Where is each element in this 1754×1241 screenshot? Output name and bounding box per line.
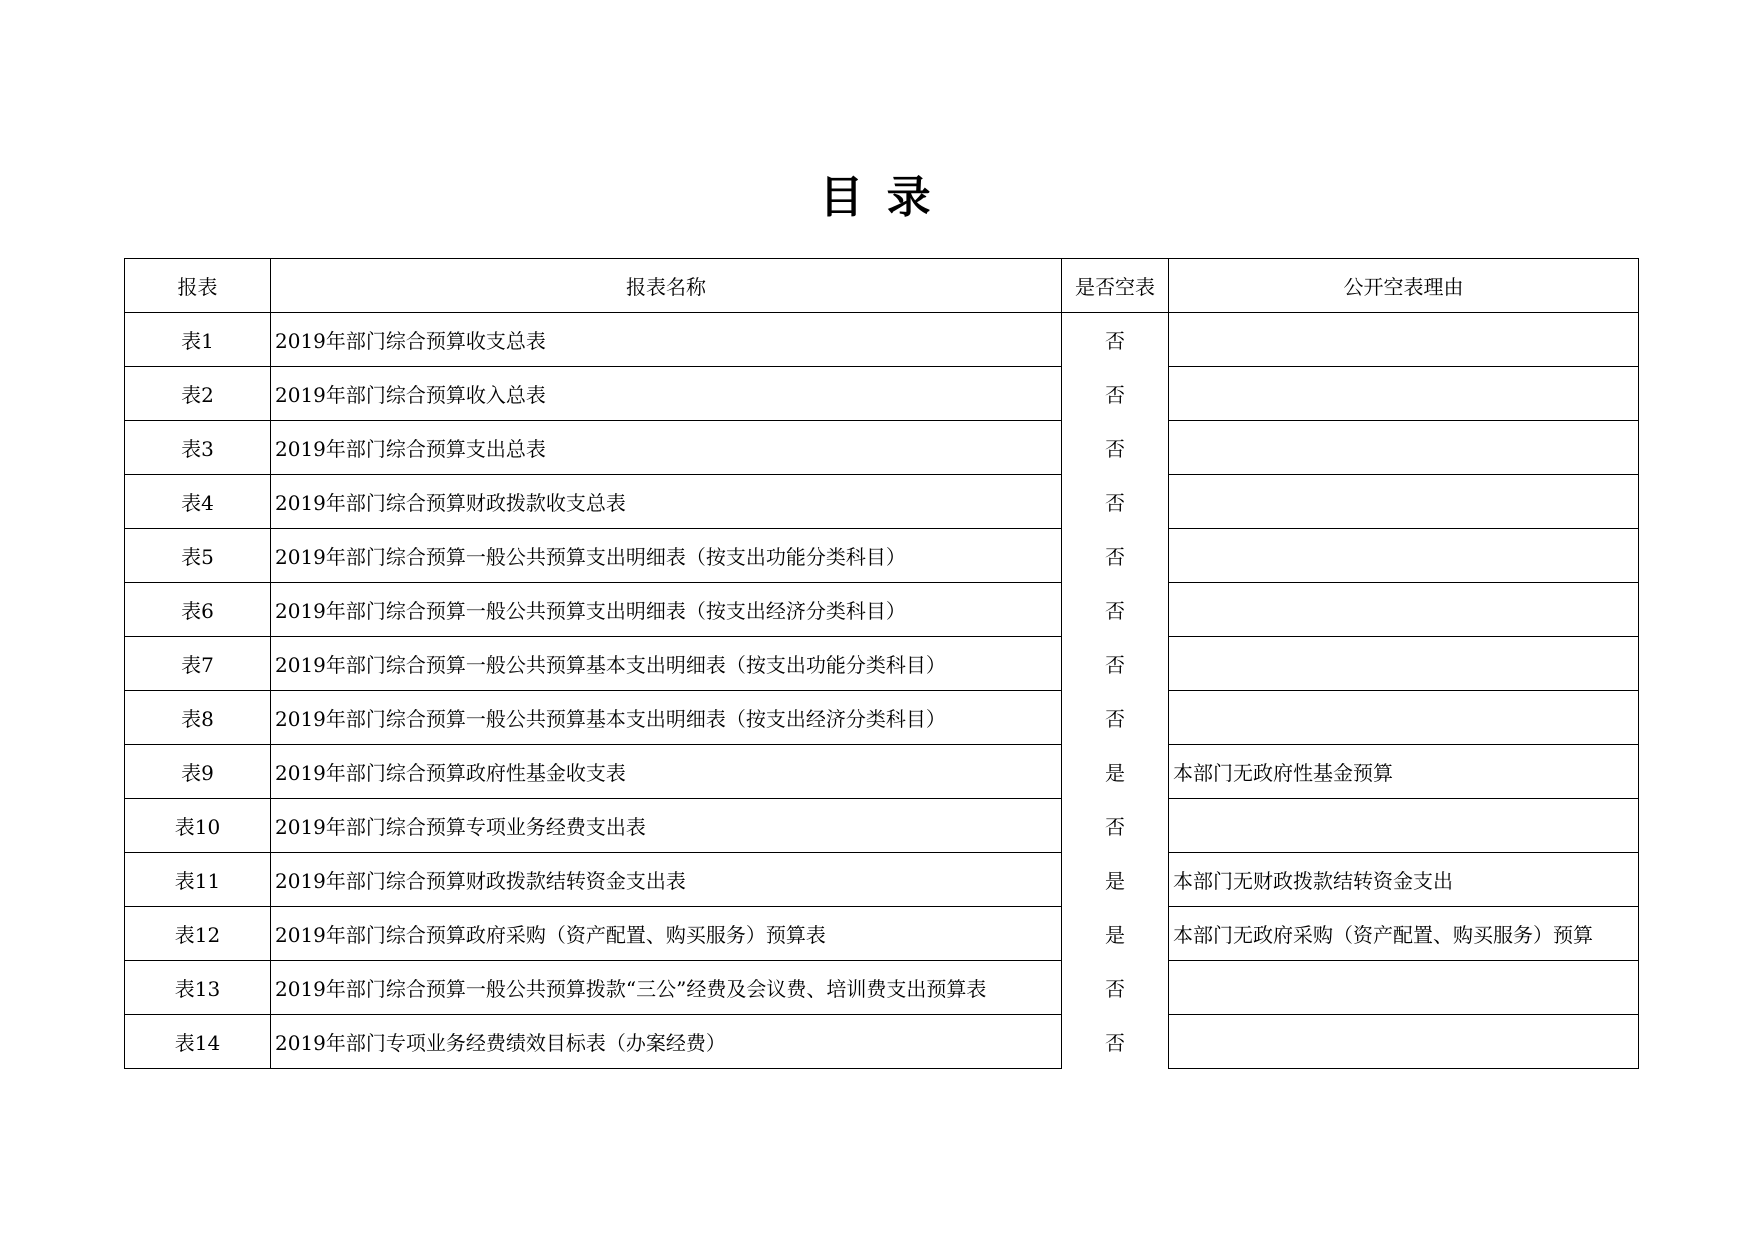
row-is-empty: 否 [1062,313,1169,367]
table-row [125,529,1639,583]
row-name: 2019年部门综合预算一般公共预算基本支出明细表（按支出经济分类科目） [271,691,1062,745]
row-is-empty: 否 [1062,1015,1169,1069]
table-row [125,961,1639,1015]
header-name: 报表名称 [271,259,1062,313]
row-code: 表12 [125,907,271,961]
row-is-empty: 否 [1062,799,1169,853]
row-reason [1169,1015,1639,1069]
row-reason: 本部门无政府性基金预算 [1169,745,1639,799]
table-row [125,313,1639,367]
row-reason [1169,637,1639,691]
row-name: 2019年部门综合预算政府性基金收支表 [271,745,1062,799]
header-is-empty: 是否空表 [1062,259,1169,313]
row-reason: 本部门无财政拨款结转资金支出 [1169,853,1639,907]
row-code: 表4 [125,475,271,529]
row-reason [1169,529,1639,583]
row-name: 2019年部门综合预算财政拨款结转资金支出表 [271,853,1062,907]
row-name: 2019年部门综合预算一般公共预算拨款“三公”经费及会议费、培训费支出预算表 [271,961,1062,1015]
row-is-empty: 是 [1062,745,1169,799]
row-name: 2019年部门综合预算一般公共预算支出明细表（按支出经济分类科目） [271,583,1062,637]
table-header-row [125,259,1639,313]
row-reason [1169,691,1639,745]
row-is-empty: 否 [1062,583,1169,637]
table-row [125,367,1639,421]
row-reason [1169,367,1639,421]
toc-table [124,258,1639,1069]
row-is-empty: 否 [1062,637,1169,691]
row-is-empty: 否 [1062,529,1169,583]
row-reason [1169,799,1639,853]
table-row [125,637,1639,691]
row-reason [1169,421,1639,475]
table-row [125,907,1639,961]
table-row [125,745,1639,799]
table-row [125,475,1639,529]
row-reason [1169,475,1639,529]
table-row [125,583,1639,637]
row-is-empty: 是 [1062,853,1169,907]
row-reason [1169,313,1639,367]
row-code: 表13 [125,961,271,1015]
row-name: 2019年部门综合预算支出总表 [271,421,1062,475]
row-is-empty: 否 [1062,475,1169,529]
row-code: 表7 [125,637,271,691]
row-is-empty: 否 [1062,367,1169,421]
page-title: 目 录 [819,172,935,223]
row-reason [1169,583,1639,637]
row-is-empty: 否 [1062,691,1169,745]
row-name: 2019年部门综合预算一般公共预算基本支出明细表（按支出功能分类科目） [271,637,1062,691]
row-reason: 本部门无政府采购（资产配置、购买服务）预算 [1169,907,1639,961]
row-code: 表5 [125,529,271,583]
row-code: 表10 [125,799,271,853]
row-code: 表8 [125,691,271,745]
row-code: 表2 [125,367,271,421]
row-reason [1169,961,1639,1015]
row-is-empty: 否 [1062,961,1169,1015]
row-code: 表1 [125,313,271,367]
table-row [125,853,1639,907]
table-row [125,421,1639,475]
header-reason: 公开空表理由 [1169,259,1639,313]
row-code: 表6 [125,583,271,637]
row-name: 2019年部门综合预算收入总表 [271,367,1062,421]
row-code: 表3 [125,421,271,475]
row-name: 2019年部门综合预算专项业务经费支出表 [271,799,1062,853]
row-code: 表9 [125,745,271,799]
row-is-empty: 是 [1062,907,1169,961]
row-name: 2019年部门综合预算政府采购（资产配置、购买服务）预算表 [271,907,1062,961]
row-code: 表11 [125,853,271,907]
header-code: 报表 [125,259,271,313]
table-row [125,1015,1639,1069]
table-row [125,691,1639,745]
row-name: 2019年部门综合预算一般公共预算支出明细表（按支出功能分类科目） [271,529,1062,583]
table-row [125,799,1639,853]
row-code: 表14 [125,1015,271,1069]
row-name: 2019年部门综合预算财政拨款收支总表 [271,475,1062,529]
row-name: 2019年部门综合预算收支总表 [271,313,1062,367]
row-name: 2019年部门专项业务经费绩效目标表（办案经费） [271,1015,1062,1069]
row-is-empty: 否 [1062,421,1169,475]
